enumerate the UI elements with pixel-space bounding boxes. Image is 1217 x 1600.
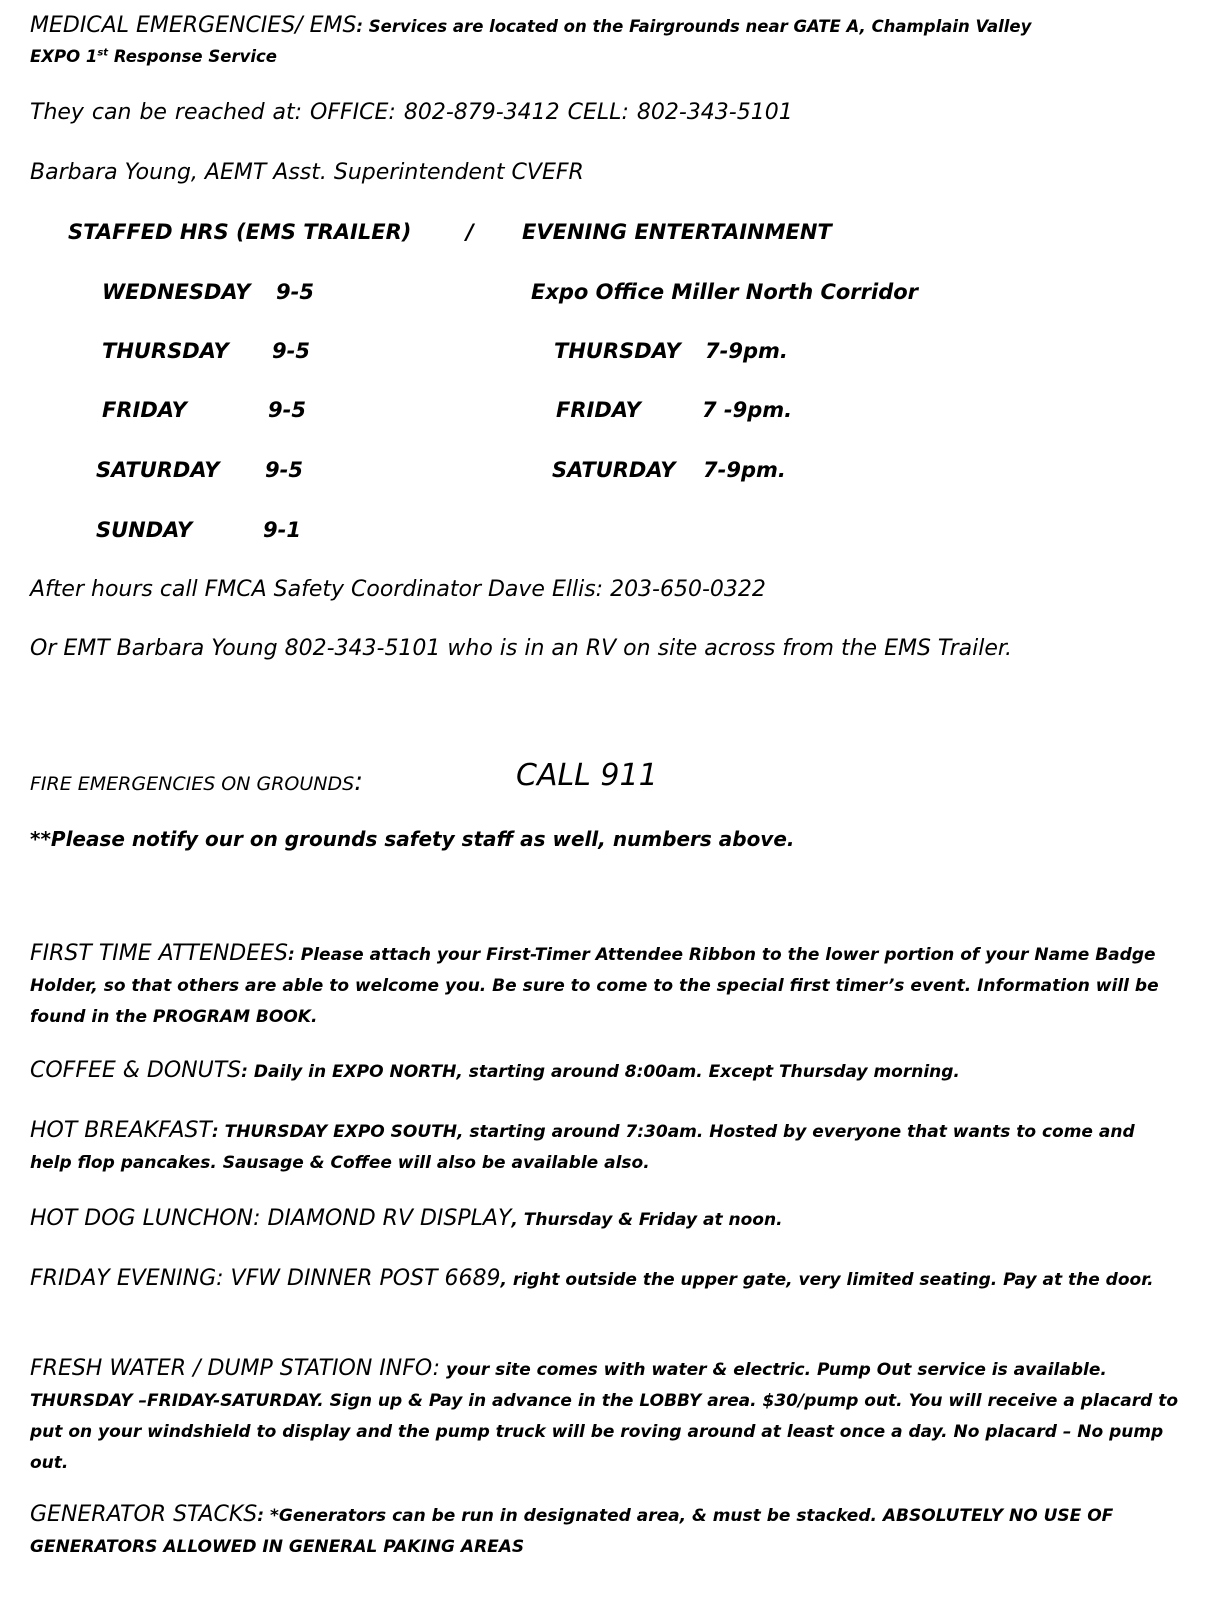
evening-hours: 7-9pm.	[703, 458, 786, 482]
medical-contact-line: They can be reached at: OFFICE: 802-879-3412 CELL: 802-343-5101	[30, 100, 793, 125]
staffed-hours-header: STAFFED HRS (EMS TRAILER)	[68, 220, 412, 244]
fire-call-911: CALL 911	[516, 758, 658, 793]
section-text: : THURSDAY EXPO SOUTH, starting around 7:30am. Hosted by everyone that wants to come and help flop pancakes. Sausage & Coffee will also be available also.	[30, 1122, 1135, 1173]
medical-heading: MEDICAL EMERGENCIES/ EMS	[30, 13, 357, 38]
section-text: : Daily in EXPO NORTH, starting around 8:00am. Except Thursday morning.	[241, 1062, 960, 1082]
coffee-donuts-section	[30, 1055, 1180, 1088]
staffed-hours: 9-5	[268, 398, 306, 422]
evening-hours: 7-9pm.	[705, 339, 788, 363]
evening-location: Expo Office Miller North Corridor	[531, 280, 919, 304]
friday-evening-section	[30, 1263, 1180, 1296]
evening-hours: 7 -9pm.	[702, 398, 793, 422]
medical-text-line1: : Services are located on the Fairgrounds near GATE A, Champlain Valley	[356, 17, 1032, 36]
evening-day: SATURDAY	[552, 458, 676, 482]
staffed-day: SUNDAY	[96, 518, 193, 542]
medical-person-line: Barbara Young, AEMT Asst. Superintendent CVEFR	[30, 160, 584, 185]
section-text: : Please attach your First-Timer Attendee Ribbon to the lower portion of your Name Badge Holder, so that others are able to welcome you. Be sure to come to the special first timer’s event. Information will be found in the PROGRAM BOOK.	[30, 945, 1159, 1027]
section-heading: FRIDAY EVENING: VFW DINNER POST 6689	[30, 1266, 501, 1291]
fire-heading: FIRE EMERGENCIES ON GROUNDS:	[30, 767, 363, 797]
hot-dog-luncheon-section	[30, 1203, 1180, 1236]
section-heading: HOT BREAKFAST	[30, 1118, 212, 1143]
evening-day: THURSDAY	[554, 339, 681, 363]
staffed-day: WEDNESDAY	[102, 280, 251, 304]
section-heading: COFFEE & DONUTS	[30, 1058, 242, 1083]
evening-day: FRIDAY	[556, 398, 641, 422]
section-heading: FRESH WATER / DUMP STATION INFO:	[30, 1356, 441, 1381]
section-text: your site comes with water & electric. Pump Out service is available. THURSDAY –FRIDAY-SATURDAY. Sign up & Pay in advance in the LOBBY area. $30/pump out. You will receive a placard to put on your windshield to display and the pump truck will be roving around at least once a day. No placard – No pump out.	[30, 1360, 1179, 1473]
fresh-water-dump-section	[30, 1353, 1180, 1479]
staffed-day: FRIDAY	[102, 398, 187, 422]
staffed-hours: 9-1	[263, 518, 301, 542]
section-text: , Thursday & Friday at noon.	[511, 1210, 783, 1230]
evening-entertainment-header: EVENING ENTERTAINMENT	[522, 220, 832, 244]
hot-breakfast-section	[30, 1115, 1180, 1179]
section-heading: HOT DOG LUNCHON: DIAMOND RV DISPLAY	[30, 1206, 512, 1231]
after-hours-line2: Or EMT Barbara Young 802-343-5101 who is in an RV on site across from the EMS Trailer.	[30, 636, 1012, 661]
section-text: , right outside the upper gate, very limited seating. Pay at the door.	[500, 1270, 1154, 1290]
staffed-hours: 9-5	[272, 339, 310, 363]
medical-section	[30, 13, 1031, 38]
after-hours-line1: After hours call FMCA Safety Coordinator Dave Ellis: 203-650-0322	[30, 577, 766, 602]
staffed-day: SATURDAY	[96, 458, 220, 482]
schedule-separator: /	[466, 220, 474, 244]
section-text: : *Generators can be run in designated area, & must be stacked. ABSOLUTELY NO USE OF GENERATORS ALLOWED IN GENERAL PAKING AREAS	[30, 1506, 1114, 1557]
staffed-hours: 9-5	[276, 280, 314, 304]
fire-note: **Please notify our on grounds safety staff as well, numbers above.	[30, 827, 795, 851]
medical-text-line2: EXPO 1st Response Service	[30, 47, 277, 66]
staffed-day: THURSDAY	[102, 339, 229, 363]
section-heading: GENERATOR STACKS	[30, 1502, 258, 1527]
generator-stacks-section	[30, 1499, 1180, 1563]
section-heading: FIRST TIME ATTENDEES	[30, 941, 289, 966]
first-time-attendees-section	[30, 938, 1180, 1033]
staffed-hours: 9-5	[265, 458, 303, 482]
